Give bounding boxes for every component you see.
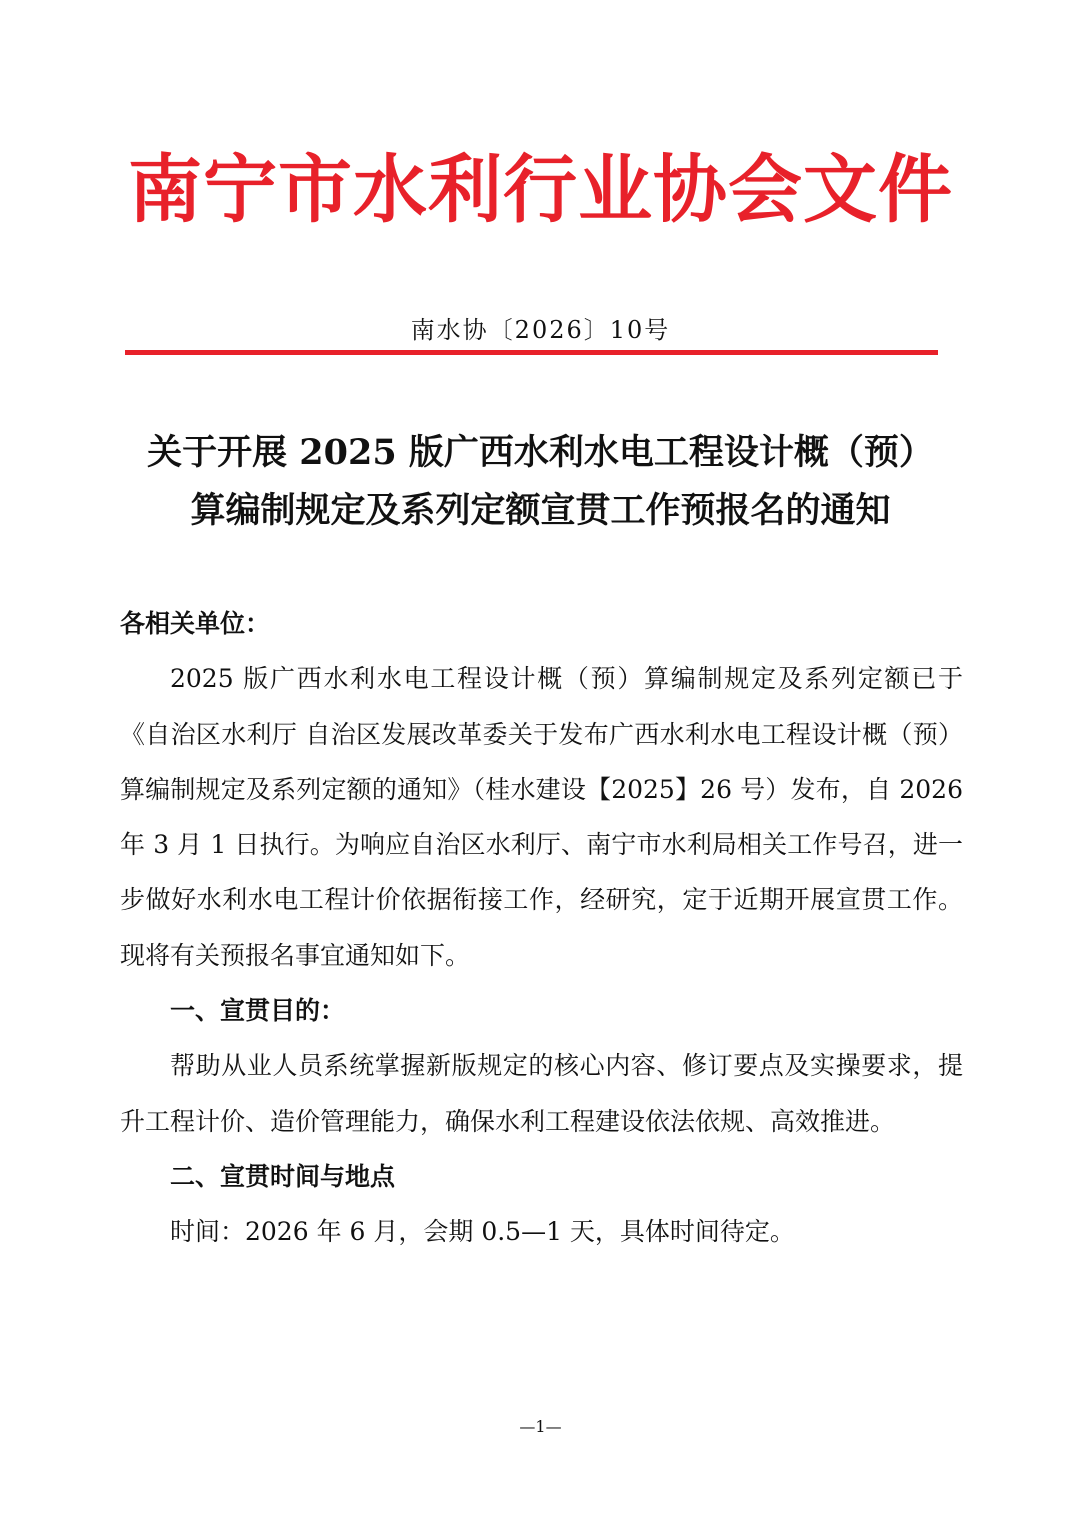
purpose-paragraph: 帮助从业人员系统掌握新版规定的核心内容、修订要点及实操要求，提升工程计价、造价管理能力，确保水利工程建设依法依规、高效推进。	[120, 1051, 963, 1136]
section-heading-time-location: 二、宣贯时间与地点	[170, 1161, 396, 1191]
time-paragraph: 时间：2026 年 6 月，会期 0.5—1 天，具体时间待定。	[170, 1217, 795, 1247]
page-number: —1—	[519, 1417, 562, 1436]
organization-masthead: 南宁市水利行业协会文件	[128, 147, 953, 233]
notice-title-line-2: 算编制规定及系列定额宣贯工作预报名的通知	[190, 490, 891, 531]
salutation: 各相关单位：	[120, 609, 271, 638]
section-heading-purpose: 一、宣贯目的：	[170, 996, 346, 1026]
red-divider-line	[125, 350, 938, 355]
notice-title	[100, 424, 981, 540]
intro-paragraph: 2025 版广西水利水电工程设计概（预）算编制规定及系列定额已于《自治区水利厅 自治区发展改革委关于发布广西水利水电工程设计概（预）算编制规定及系列定额的通知》（桂水建设【2025】26 号）发布，自 2026 年 3 月 1 日执行。为响应自治区水利厅、南宁市水利局相关工作号召，进一步做好水利水电工程计价依据衔接工作，经研究，定于近期开展宣贯工作。现将有关预报名事宜通知如下。	[120, 664, 963, 970]
document-number: 南水协〔2026〕10号	[410, 316, 671, 344]
notice-title-line-1: 关于开展 2025 版广西水利水电工程设计概（预）	[147, 432, 934, 473]
notice-body	[120, 596, 963, 1260]
